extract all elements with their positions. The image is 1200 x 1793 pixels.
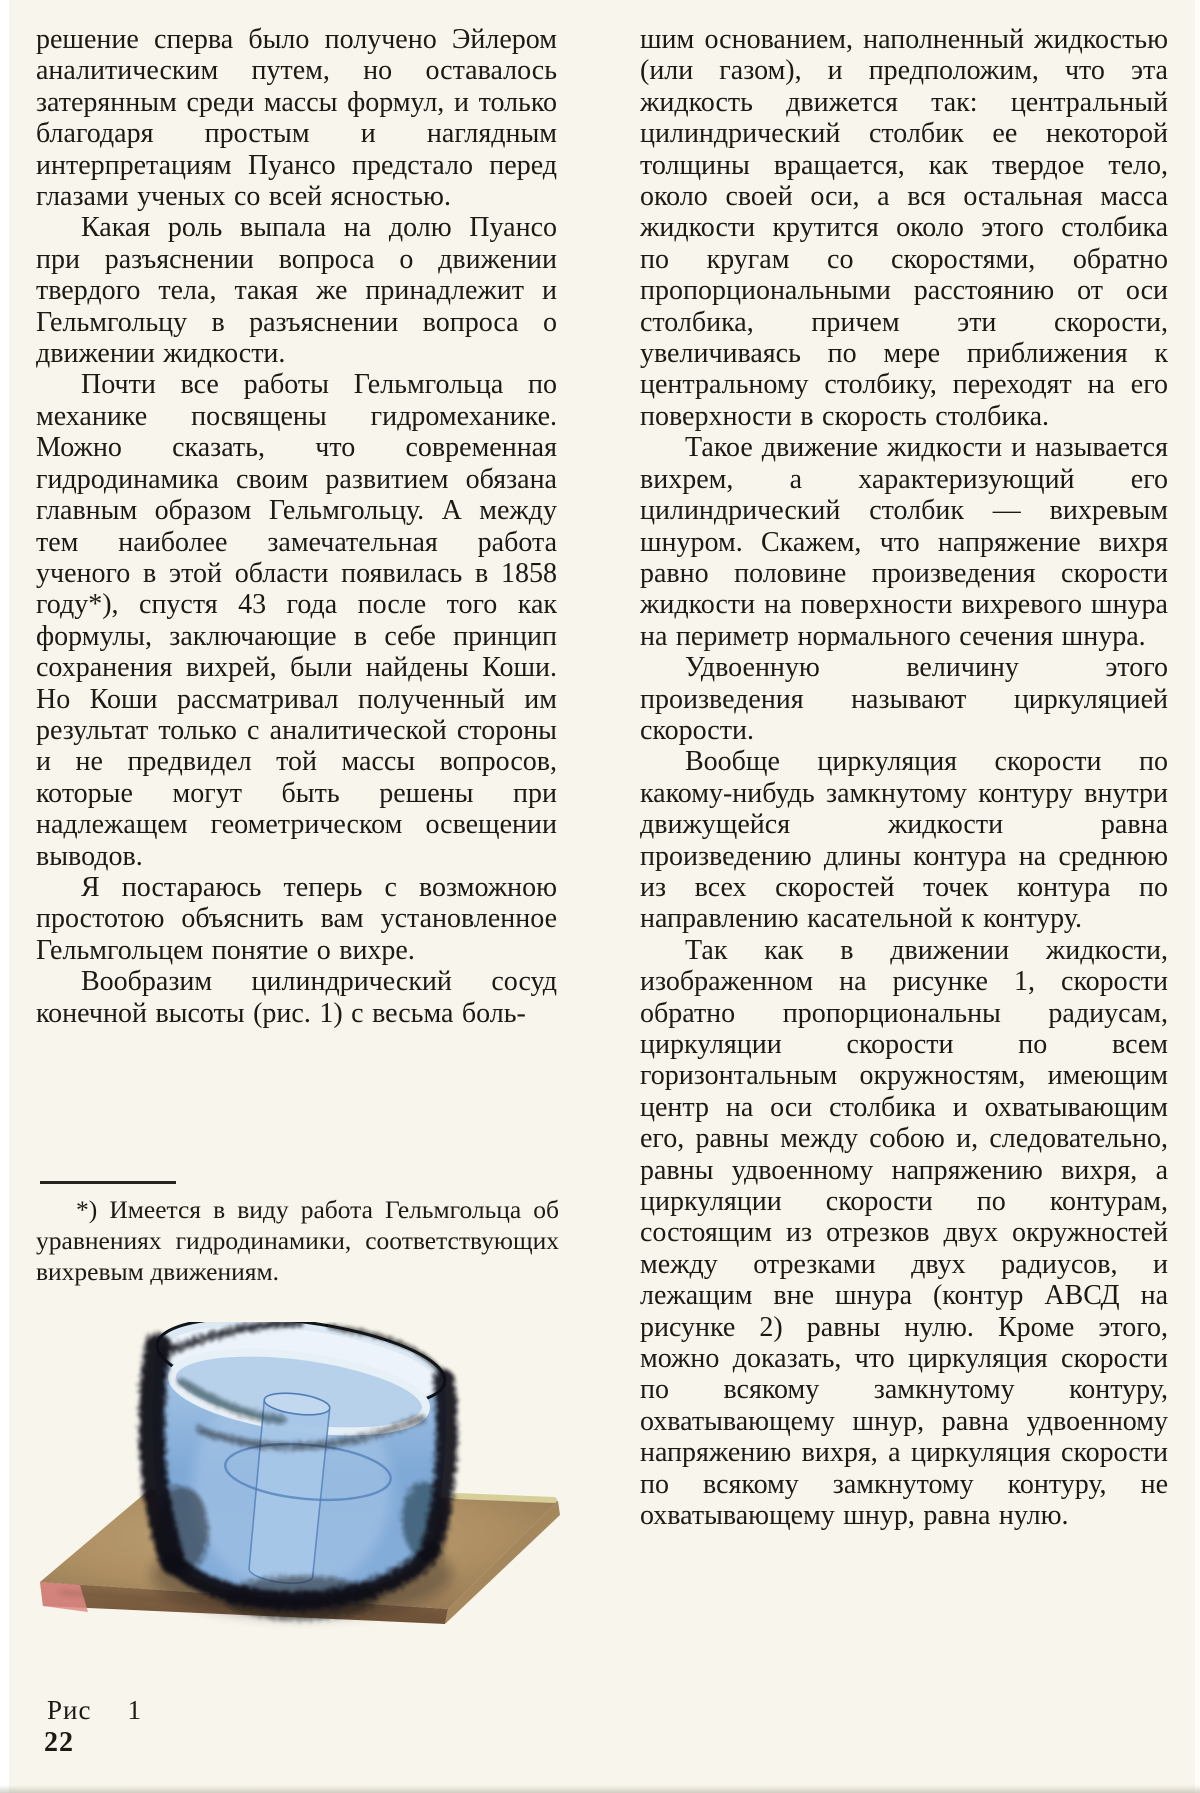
paragraph: Вообразим цилиндрический сосуд конечной высоты (рис. 1) с весьма боль- bbox=[36, 966, 557, 1029]
paragraph: Вообще циркуляция скорости по какому-нибудь замкнутому контуру внутри движущейся жидкости равна произведению длины контура на среднюю из всех скоростей точек контура по направлению касательной к контуру. bbox=[640, 746, 1168, 935]
paragraph: шим основанием, наполненный жидкостью (или газом), и предположим, что эта жидкость движется так: центральный цилиндрический столбик ее некоторой толщины вращается, как твердое тело, около своей оси, а вся остальная масса жидкости крутится около этого столбика по кругам со скоростями, обратно пропорциональными расстоянию от оси столбика, причем эти скорости, увеличиваясь по мере приближения к центральному столбику, переходят на его поверхности в скорость столбика. bbox=[640, 24, 1168, 432]
scan-edge-right bbox=[1195, 0, 1200, 1793]
footnote bbox=[36, 1194, 559, 1294]
board-edge-highlight bbox=[455, 1496, 554, 1500]
glass-vessel bbox=[152, 1322, 450, 1620]
scan-edge-bottom bbox=[0, 1785, 1200, 1793]
figure-caption-label: Рис bbox=[47, 1695, 92, 1725]
paragraph: Удвоенную величину этого произведения называют циркуляцией скорости. bbox=[640, 652, 1168, 746]
paragraph: Такое движение жидкости и называется вихрем, а характеризующий его цилиндрический столбик — вихревым шнуром. Скажем, что напряжение вихря равно половине произведения скорости жидкости на поверхности вихревого шнура на периметр нормального сечения шнура. bbox=[640, 432, 1168, 652]
footnote-text: *) Имеется в виду работа Гельмгольца об уравнениях гидродинамики, соответствующих вихревым движениям. bbox=[36, 1195, 559, 1286]
figure-caption bbox=[47, 1695, 142, 1726]
paragraph: решение сперва было получено Эйлером аналитическим путем, но оставалось затерянным среди массы формул, и только благодаря простым и наглядным интерпретациям Пуансо предстало перед глазами ученых со всей ясностью. bbox=[36, 24, 557, 213]
right-text-column bbox=[640, 24, 1168, 1738]
footnote-rule bbox=[40, 1181, 176, 1184]
paragraph: Какая роль выпала на долю Пуансо при разъяснении вопроса о движении твердого тела, такая же принадлежит и Гельмгольцу в разъяснении вопроса о движении жидкости. bbox=[36, 212, 557, 370]
figure-caption-number: 1 bbox=[127, 1695, 142, 1725]
page-number: 22 bbox=[44, 1727, 74, 1758]
paragraph: Я постараюсь теперь с возможною простотою объяснить вам установленное Гельмгольцем понятие о вихре. bbox=[36, 871, 557, 966]
paragraph: Так как в движении жидкости, изображенном на рисунке 1, скорости обратно пропорциональны радиусам, циркуляции скорости по всем горизонтальным окружностям, имеющим центр на оси столбика и охватывающим его, равны между собою и, следовательно, равны удвоенному напряжению вихря, а циркуляции скорости по контурам, состоящим из отрезков двух окружностей между отрезками двух радиусов, и лежащим вне шнура (контур АВСД на рисунке 2) равны нулю. Кроме этого, можно доказать, что циркуляция скорости по всякому замкнутому контуру, охватывающему шнур, равна удвоенному напряжению вихря, а циркуляция скорости по всякому замкнутому контуру, не охватывающему шнур, равна нулю. bbox=[640, 934, 1168, 1532]
figure-1-illustration bbox=[30, 1322, 575, 1672]
scan-edge-left bbox=[0, 0, 9, 1793]
vessel-figure-svg bbox=[30, 1322, 575, 1672]
left-text-column bbox=[36, 24, 557, 1166]
paragraph: Почти все работы Гельмгольца по механике посвящены гидромеханике. Можно сказать, что современная гидродинамика своим развитием обязана главным образом Гельмгольцу. А между тем наиболее замечательная работа ученого в этой области появилась в 1858 году*), спустя 43 года после того как формулы, заключающие в себе принцип сохранения вихрей, были найдены Коши. Но Коши рассматривал полученный им результат только с аналитической стороны и не предвидел той массы вопросов, которые могут быть решены при надлежащем геометрическом освещении выводов. bbox=[36, 369, 557, 872]
